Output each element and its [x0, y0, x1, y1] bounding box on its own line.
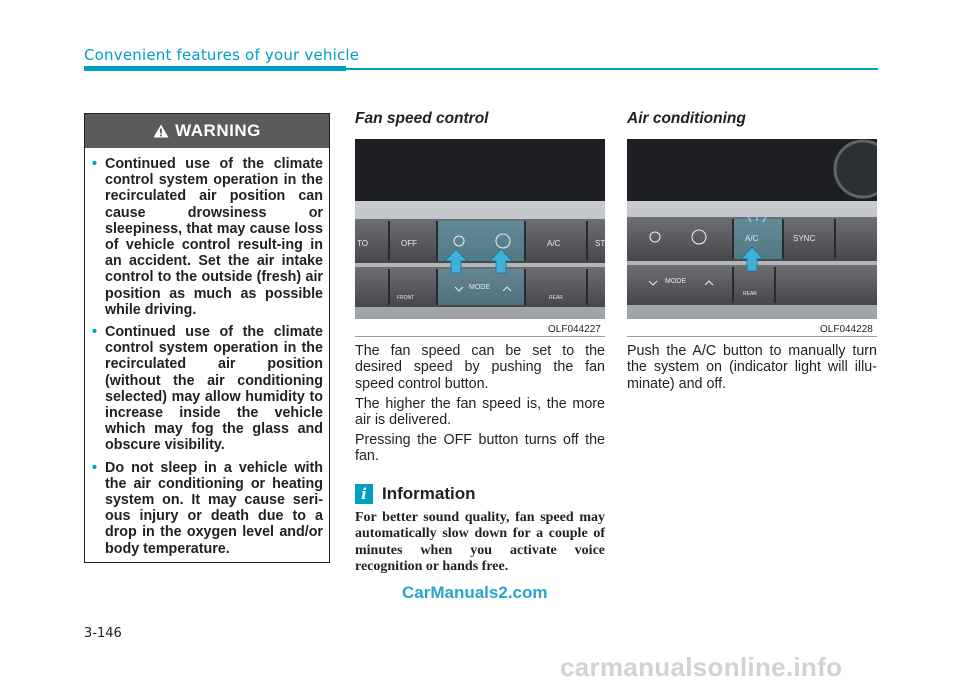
warning-triangle-icon: [153, 124, 169, 138]
warning-item-text: Continued use of the climate control system operation in the recirculated air position can cause drowsiness or sleepiness, that may cause loss of vehicle control result-ing in an accident. Set the air intake control to the outside (fresh) air position as much as possible while driving.: [105, 156, 323, 318]
header-rule-thick: [84, 66, 346, 71]
warning-item: [92, 459, 323, 557]
warning-item: [92, 324, 323, 454]
photo-divider: [627, 336, 877, 337]
fan-speed-paragraph: The higher the fan speed is, the more air is delivered.: [355, 396, 605, 429]
warning-header: [85, 114, 329, 148]
information-label: Information: [382, 484, 476, 503]
panel-label: OFF: [401, 239, 417, 248]
watermark-carmanualsonline: carmanualsonline.info: [560, 652, 843, 682]
ac-photo-code: OLF044228: [820, 324, 873, 335]
information-text: For better sound quality, fan speed may automatically slow down for a couple of minutes when you activate voice recognition or hands free.: [355, 510, 605, 574]
warning-item: [92, 156, 323, 318]
warning-item-text: Do not sleep in a vehicle with the air conditioning or heating system on. It may cause seri-ous injury or death due to a drop in the oxygen level and/or body temperature.: [105, 459, 323, 557]
panel-label: FRONT: [397, 295, 415, 301]
panel-label: A/C: [745, 234, 759, 243]
panel-label: SYNC: [793, 234, 816, 243]
fan-speed-title: Fan speed control: [355, 110, 489, 127]
warning-box: [84, 113, 330, 563]
panel-label: ST: [595, 239, 605, 248]
bullet-icon: •: [92, 459, 98, 476]
page-number: 3-146: [84, 626, 122, 641]
panel-label: MODE: [469, 284, 490, 291]
panel-label: MODE: [665, 278, 686, 285]
panel-label: TO: [357, 239, 368, 248]
panel-label: REAR: [549, 295, 563, 301]
bullet-icon: •: [92, 324, 98, 341]
section-header-title: Convenient features of your vehicle: [84, 46, 360, 64]
photo-divider: [355, 336, 605, 337]
air-conditioning-title: Air conditioning: [627, 110, 746, 127]
warning-label: WARNING: [175, 121, 261, 140]
panel-label: A/C: [547, 239, 561, 248]
warning-item-text: Continued use of the climate control system operation in the recirculated air position (without the air conditioning selected) may allow humidity to increase inside the vehicle which may fog the glass and obscure visibility.: [105, 324, 323, 454]
fan-speed-paragraph: The fan speed can be set to the desired speed by pushing the fan speed control button.: [355, 343, 605, 392]
ac-panel-illustration: [627, 139, 877, 319]
bullet-icon: •: [92, 156, 98, 172]
fan-speed-photo-code: OLF044227: [548, 324, 601, 335]
info-icon: i: [355, 484, 373, 504]
air-conditioning-photo: [627, 139, 877, 319]
information-heading: [355, 484, 476, 504]
header-rule-thin: [346, 68, 878, 70]
climate-panel-illustration: [355, 139, 605, 319]
panel-label: REAR: [743, 291, 757, 297]
air-conditioning-paragraph: Push the A/C button to manually turn the system on (indicator light will illu-minate) and off.: [627, 343, 877, 392]
warning-list: [85, 148, 329, 557]
fan-speed-paragraph: Pressing the OFF button turns off the fan.: [355, 432, 605, 465]
watermark-carmanuals2: CarManuals2.com: [402, 583, 548, 602]
fan-speed-photo: [355, 139, 605, 319]
